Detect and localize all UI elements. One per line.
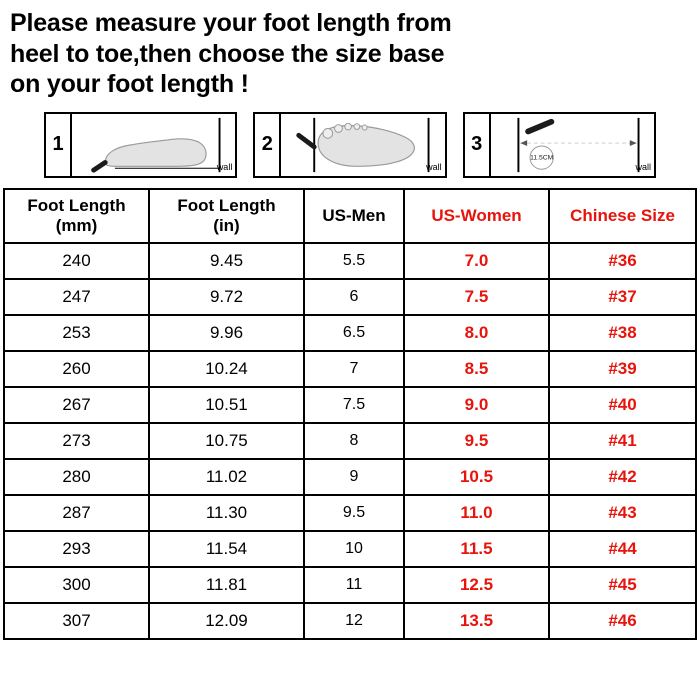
cell-foot-length-in: 11.02 <box>149 459 304 495</box>
header-foot-length-mm <box>4 189 149 244</box>
cell-foot-length-in: 10.75 <box>149 423 304 459</box>
cell-chinese-size: #46 <box>549 603 696 639</box>
diagram-step-1 <box>44 112 237 178</box>
cell-chinese-size: #37 <box>549 279 696 315</box>
cell-us-women: 7.5 <box>404 279 549 315</box>
table-header-row <box>4 189 696 244</box>
diagram-step-1-number: 1 <box>46 114 72 176</box>
cell-chinese-size: #44 <box>549 531 696 567</box>
diagram-step-3 <box>463 112 656 178</box>
diagram-step-2-wall-label: wall <box>426 161 442 172</box>
cell-foot-length-in: 11.54 <box>149 531 304 567</box>
cell-us-men: 9.5 <box>304 495 404 531</box>
cell-us-men: 10 <box>304 531 404 567</box>
header-us-men <box>304 189 404 244</box>
cell-us-women: 11.0 <box>404 495 549 531</box>
table-row <box>4 243 696 279</box>
cell-foot-length-mm: 293 <box>4 531 149 567</box>
table-row <box>4 459 696 495</box>
cell-foot-length-mm: 247 <box>4 279 149 315</box>
diagram-step-3-measure-label: 11.5CM <box>529 154 553 162</box>
diagram-step-1-wall-label: wall <box>216 161 233 172</box>
cell-us-women: 11.5 <box>404 531 549 567</box>
header-us-women <box>404 189 549 244</box>
cell-foot-length-mm: 240 <box>4 243 149 279</box>
footprint-top-view-icon <box>281 114 444 176</box>
cell-foot-length-mm: 267 <box>4 387 149 423</box>
header-foot-length-mm-line1: Foot Length <box>27 195 126 215</box>
cell-chinese-size: #41 <box>549 423 696 459</box>
page-title-line-3: on your foot length ! <box>10 70 249 98</box>
measurement-diagram-strip <box>0 104 700 188</box>
cell-chinese-size: #40 <box>549 387 696 423</box>
header-chinese-size-line1: Chinese Size <box>570 205 675 225</box>
cell-chinese-size: #39 <box>549 351 696 387</box>
cell-foot-length-in: 10.51 <box>149 387 304 423</box>
cell-foot-length-in: 9.96 <box>149 315 304 351</box>
table-row <box>4 423 696 459</box>
cell-us-men: 9 <box>304 459 404 495</box>
header-foot-length-mm-line2: (mm) <box>55 215 98 235</box>
diagram-step-3-number: 3 <box>465 114 491 176</box>
cell-us-women: 9.5 <box>404 423 549 459</box>
cell-us-men: 6 <box>304 279 404 315</box>
header-foot-length-in-line1: Foot Length <box>177 195 276 215</box>
cell-foot-length-mm: 287 <box>4 495 149 531</box>
cell-foot-length-mm: 280 <box>4 459 149 495</box>
cell-us-men: 8 <box>304 423 404 459</box>
cell-foot-length-mm: 273 <box>4 423 149 459</box>
header-us-women-line1: US-Women <box>431 205 522 225</box>
diagram-step-2-art <box>281 114 444 176</box>
cell-us-men: 5.5 <box>304 243 404 279</box>
table-row <box>4 387 696 423</box>
diagram-step-3-art <box>491 114 654 176</box>
table-row <box>4 351 696 387</box>
cell-us-women: 7.0 <box>404 243 549 279</box>
cell-us-women: 8.5 <box>404 351 549 387</box>
cell-foot-length-mm: 300 <box>4 567 149 603</box>
cell-foot-length-in: 11.30 <box>149 495 304 531</box>
cell-chinese-size: #42 <box>549 459 696 495</box>
cell-us-men: 7 <box>304 351 404 387</box>
table-row <box>4 279 696 315</box>
cell-us-men: 6.5 <box>304 315 404 351</box>
cell-us-women: 13.5 <box>404 603 549 639</box>
cell-us-men: 7.5 <box>304 387 404 423</box>
table-row <box>4 603 696 639</box>
diagram-step-3-wall-label: wall <box>635 161 651 172</box>
cell-chinese-size: #45 <box>549 567 696 603</box>
page-title-line-1: Please measure your foot length from <box>10 9 452 37</box>
cell-foot-length-mm: 307 <box>4 603 149 639</box>
cell-us-men: 12 <box>304 603 404 639</box>
header-foot-length-in-line2: (in) <box>213 215 240 235</box>
cell-us-men: 11 <box>304 567 404 603</box>
cell-us-women: 9.0 <box>404 387 549 423</box>
diagram-step-2 <box>253 112 446 178</box>
foot-against-wall-icon <box>72 114 235 176</box>
ruler-measure-icon <box>491 114 654 176</box>
diagram-step-2-number: 2 <box>255 114 281 176</box>
page-title-line-2: heel to toe,then choose the size base <box>10 39 445 68</box>
cell-foot-length-in: 12.09 <box>149 603 304 639</box>
diagram-step-1-art <box>72 114 235 176</box>
cell-foot-length-mm: 260 <box>4 351 149 387</box>
cell-foot-length-in: 10.24 <box>149 351 304 387</box>
table-row <box>4 567 696 603</box>
header-foot-length-in <box>149 189 304 244</box>
table-row <box>4 315 696 351</box>
cell-foot-length-mm: 253 <box>4 315 149 351</box>
cell-us-women: 12.5 <box>404 567 549 603</box>
page-title <box>0 0 700 104</box>
cell-chinese-size: #36 <box>549 243 696 279</box>
table-row <box>4 495 696 531</box>
cell-chinese-size: #43 <box>549 495 696 531</box>
cell-us-women: 10.5 <box>404 459 549 495</box>
cell-foot-length-in: 9.45 <box>149 243 304 279</box>
table-body <box>4 243 696 639</box>
header-us-men-line1: US-Men <box>322 205 386 225</box>
size-chart-table <box>3 188 697 641</box>
cell-us-women: 8.0 <box>404 315 549 351</box>
header-chinese-size <box>549 189 696 244</box>
table-row <box>4 531 696 567</box>
cell-foot-length-in: 9.72 <box>149 279 304 315</box>
cell-foot-length-in: 11.81 <box>149 567 304 603</box>
cell-chinese-size: #38 <box>549 315 696 351</box>
